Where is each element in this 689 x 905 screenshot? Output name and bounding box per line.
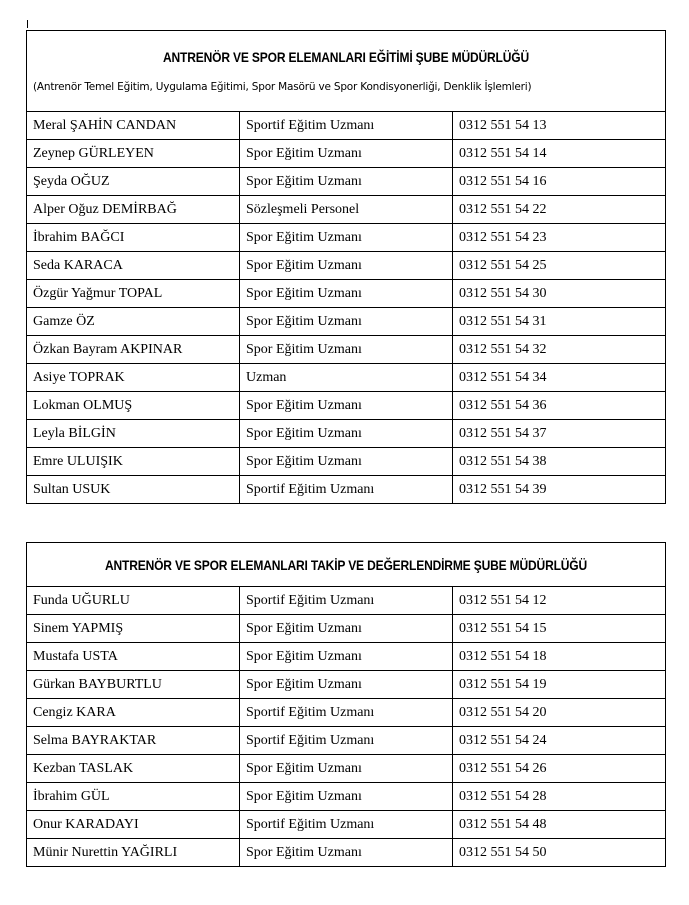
staff-title: Sportif Eğitim Uzmanı bbox=[240, 811, 453, 839]
section-header bbox=[27, 543, 666, 587]
staff-name: Mustafa USTA bbox=[27, 643, 240, 671]
page-corner-mark bbox=[27, 20, 28, 28]
staff-title: Spor Eğitim Uzmanı bbox=[240, 168, 453, 196]
staff-name: Emre ULUIŞIK bbox=[27, 448, 240, 476]
table-row bbox=[27, 224, 666, 252]
staff-title: Spor Eğitim Uzmanı bbox=[240, 671, 453, 699]
staff-title: Uzman bbox=[240, 364, 453, 392]
staff-phone: 0312 551 54 22 bbox=[453, 196, 666, 224]
table-row bbox=[27, 308, 666, 336]
staff-phone: 0312 551 54 30 bbox=[453, 280, 666, 308]
table-row bbox=[27, 140, 666, 168]
staff-title: Sportif Eğitim Uzmanı bbox=[240, 112, 453, 140]
table-row bbox=[27, 252, 666, 280]
staff-title: Sözleşmeli Personel bbox=[240, 196, 453, 224]
staff-name: Leyla BİLGİN bbox=[27, 420, 240, 448]
staff-name: Meral ŞAHİN CANDAN bbox=[27, 112, 240, 140]
staff-title: Spor Eğitim Uzmanı bbox=[240, 755, 453, 783]
staff-phone: 0312 551 54 15 bbox=[453, 615, 666, 643]
staff-name: Sinem YAPMIŞ bbox=[27, 615, 240, 643]
staff-phone: 0312 551 54 20 bbox=[453, 699, 666, 727]
staff-title: Spor Eğitim Uzmanı bbox=[240, 280, 453, 308]
directory-table-monitoring bbox=[26, 542, 666, 867]
table-row bbox=[27, 755, 666, 783]
table-row bbox=[27, 783, 666, 811]
staff-name: Sultan USUK bbox=[27, 476, 240, 504]
staff-title: Spor Eğitim Uzmanı bbox=[240, 643, 453, 671]
table-row bbox=[27, 392, 666, 420]
section-header bbox=[27, 31, 666, 112]
staff-name: Funda UĞURLU bbox=[27, 587, 240, 615]
staff-name: İbrahim BAĞCI bbox=[27, 224, 240, 252]
staff-phone: 0312 551 54 38 bbox=[453, 448, 666, 476]
table-row bbox=[27, 587, 666, 615]
staff-title: Spor Eğitim Uzmanı bbox=[240, 448, 453, 476]
staff-name: Özkan Bayram AKPINAR bbox=[27, 336, 240, 364]
section-subtitle: (Antrenör Temel Eğitim, Uygulama Eğitimi, Spor Masörü ve Spor Kondisyonerliği, Denklik İşlemleri) bbox=[33, 81, 532, 93]
staff-name: Özgür Yağmur TOPAL bbox=[27, 280, 240, 308]
staff-phone: 0312 551 54 50 bbox=[453, 839, 666, 867]
staff-title: Spor Eğitim Uzmanı bbox=[240, 392, 453, 420]
staff-title: Sportif Eğitim Uzmanı bbox=[240, 727, 453, 755]
section-title: ANTRENÖR VE SPOR ELEMANLARI TAKİP VE DEĞERLENDİRME ŞUBE MÜDÜRLÜĞÜ bbox=[104, 556, 588, 573]
staff-title: Spor Eğitim Uzmanı bbox=[240, 615, 453, 643]
staff-name: Alper Oğuz DEMİRBAĞ bbox=[27, 196, 240, 224]
staff-name: Lokman OLMUŞ bbox=[27, 392, 240, 420]
staff-phone: 0312 551 54 36 bbox=[453, 392, 666, 420]
table-row bbox=[27, 448, 666, 476]
staff-name: İbrahim GÜL bbox=[27, 783, 240, 811]
staff-title: Spor Eğitim Uzmanı bbox=[240, 308, 453, 336]
section-title: ANTRENÖR VE SPOR ELEMANLARI EĞİTİMİ ŞUBE MÜDÜRLÜĞÜ bbox=[162, 49, 529, 65]
staff-phone: 0312 551 54 26 bbox=[453, 755, 666, 783]
directory-table-training bbox=[26, 30, 666, 504]
staff-phone: 0312 551 54 25 bbox=[453, 252, 666, 280]
staff-phone: 0312 551 54 37 bbox=[453, 420, 666, 448]
staff-title: Spor Eğitim Uzmanı bbox=[240, 420, 453, 448]
table-row bbox=[27, 811, 666, 839]
table-row bbox=[27, 476, 666, 504]
section-header-row bbox=[27, 543, 666, 587]
staff-title: Sportif Eğitim Uzmanı bbox=[240, 476, 453, 504]
staff-phone: 0312 551 54 23 bbox=[453, 224, 666, 252]
staff-name: Gamze ÖZ bbox=[27, 308, 240, 336]
staff-name: Asiye TOPRAK bbox=[27, 364, 240, 392]
staff-title: Spor Eğitim Uzmanı bbox=[240, 336, 453, 364]
table-row bbox=[27, 112, 666, 140]
staff-name: Onur KARADAYI bbox=[27, 811, 240, 839]
table-row bbox=[27, 643, 666, 671]
staff-phone: 0312 551 54 13 bbox=[453, 112, 666, 140]
staff-name: Şeyda OĞUZ bbox=[27, 168, 240, 196]
staff-title: Spor Eğitim Uzmanı bbox=[240, 839, 453, 867]
staff-phone: 0312 551 54 24 bbox=[453, 727, 666, 755]
staff-phone: 0312 551 54 12 bbox=[453, 587, 666, 615]
staff-phone: 0312 551 54 39 bbox=[453, 476, 666, 504]
table-row bbox=[27, 615, 666, 643]
table-row bbox=[27, 280, 666, 308]
staff-title: Spor Eğitim Uzmanı bbox=[240, 224, 453, 252]
staff-title: Spor Eğitim Uzmanı bbox=[240, 140, 453, 168]
table-row bbox=[27, 420, 666, 448]
staff-phone: 0312 551 54 14 bbox=[453, 140, 666, 168]
staff-phone: 0312 551 54 19 bbox=[453, 671, 666, 699]
staff-phone: 0312 551 54 32 bbox=[453, 336, 666, 364]
staff-name: Gürkan BAYBURTLU bbox=[27, 671, 240, 699]
staff-phone: 0312 551 54 28 bbox=[453, 783, 666, 811]
section-header-row bbox=[27, 31, 666, 112]
staff-phone: 0312 551 54 18 bbox=[453, 643, 666, 671]
table-row bbox=[27, 336, 666, 364]
staff-name: Cengiz KARA bbox=[27, 699, 240, 727]
table-row bbox=[27, 168, 666, 196]
staff-name: Münir Nurettin YAĞIRLI bbox=[27, 839, 240, 867]
staff-phone: 0312 551 54 31 bbox=[453, 308, 666, 336]
table-row bbox=[27, 699, 666, 727]
table-row bbox=[27, 364, 666, 392]
staff-phone: 0312 551 54 48 bbox=[453, 811, 666, 839]
staff-name: Zeynep GÜRLEYEN bbox=[27, 140, 240, 168]
staff-title: Sportif Eğitim Uzmanı bbox=[240, 699, 453, 727]
table-row bbox=[27, 671, 666, 699]
staff-phone: 0312 551 54 34 bbox=[453, 364, 666, 392]
table-row bbox=[27, 839, 666, 867]
staff-title: Sportif Eğitim Uzmanı bbox=[240, 587, 453, 615]
table-row bbox=[27, 727, 666, 755]
staff-name: Kezban TASLAK bbox=[27, 755, 240, 783]
staff-phone: 0312 551 54 16 bbox=[453, 168, 666, 196]
staff-name: Seda KARACA bbox=[27, 252, 240, 280]
staff-title: Spor Eğitim Uzmanı bbox=[240, 252, 453, 280]
table-row bbox=[27, 196, 666, 224]
staff-title: Spor Eğitim Uzmanı bbox=[240, 783, 453, 811]
staff-name: Selma BAYRAKTAR bbox=[27, 727, 240, 755]
